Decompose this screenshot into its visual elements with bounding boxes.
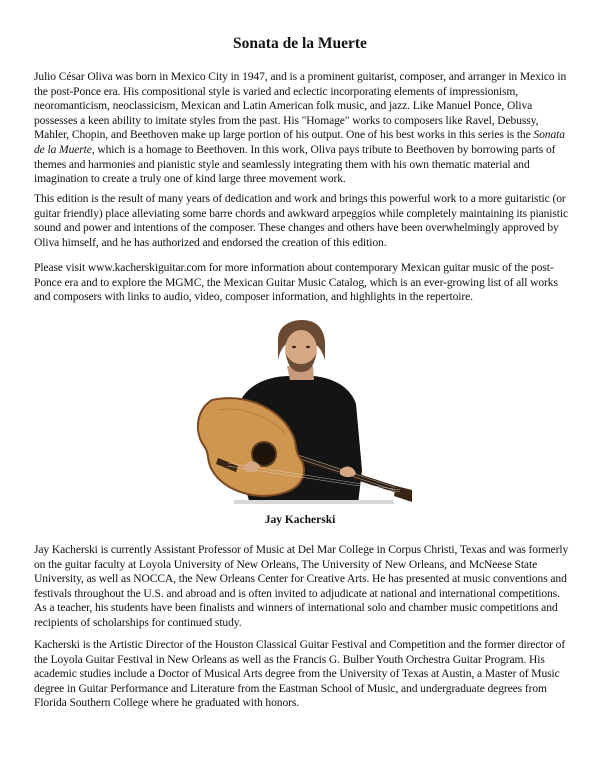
bio-paragraph-education: Kacherski is the Artistic Director of the Houston Classical Guitar Festival and Competition and the former director of the Loyola Guitar Festival in New Orleans as well as the Francis G. Bulber Youth Orchestra Guitar Program. His academic studies include a Doctor of Musical Arts degree from the University of Texas at Austin, a Master of Music degree in Guitar Performance and Literature from the Eastman School of Music, and undergraduate degrees from Florida Southern College where he graduated with honors. — [34, 639, 566, 710]
page-title: Sonata de la Muerte — [233, 35, 367, 52]
intro-work-title: Sonata de la Muerte — [34, 129, 565, 156]
photo-caption: Jay Kacherski — [264, 514, 336, 526]
intro-text-b: , which is a homage to Beethoven. In this work, Oliva pays tribute to Beethoven by borrowing parts of themes and harmonies and pianistic style and seamlessly integrating them with his own thematic material and imagination to create a truly one of kind large three movement work. — [34, 143, 556, 186]
intro-paragraph-oliva — [34, 70, 574, 187]
website-paragraph: Please visit www.kacherskiguitar.com for more information about contemporary Mexican guitar music of the post-Ponce era and to explore the MGMC, the Mexican Guitar Music Catalog, which is an ever-growing list of all works and composers with links to audio, video, composer information, and highlights in the repertoire. — [34, 262, 558, 304]
intro-text-a: Julio César Oliva was born in Mexico City in 1947, and is a prominent guitarist, composer, and arranger in Mexico in the post-Ponce era. His compositional style is varied and eclectic incorporating elements of impressionism, neoromanticism, neoclassicism, Mexican and Latin American folk music, and jazz. Like Manuel Ponce, Oliva possesses a keen ability to imitate styles from the past. His "Homage" works to composers like Ravel, Debussy, Mahler, Chopin, and Beethoven make up large portion of his output. One of his best works in this series is the — [34, 71, 567, 142]
guitarist-photo — [190, 320, 412, 504]
edition-paragraph: This edition is the result of many years of dedication and work and brings this powerful work to a more guitaristic (or guitar friendly) place alleviating some barre chords and awkward arpeggios while completely maintaining its pianistic sound and power and intentions of the composer. These changes and others have been overwhelmingly approved by Oliva himself, and he has authorized and endorsed the creation of this edition. — [34, 193, 569, 249]
bio-paragraph-career: Jay Kacherski is currently Assistant Professor of Music at Del Mar College in Corpus Christi, Texas and was formerly on the guitar faculty at Loyola University of New Orleans, The University of New Orleans, and McNeese State University, as well as NOCCA, the New Orleans Center for Creative Arts. He has presented at music conventions and festivals throughout the U.S. and abroad and is often invited to adjudicate at national and international competitions. As a teacher, his students have been finalists and winners of international solo and chamber music competitions and recipients of scholarships for continued study. — [34, 544, 569, 629]
